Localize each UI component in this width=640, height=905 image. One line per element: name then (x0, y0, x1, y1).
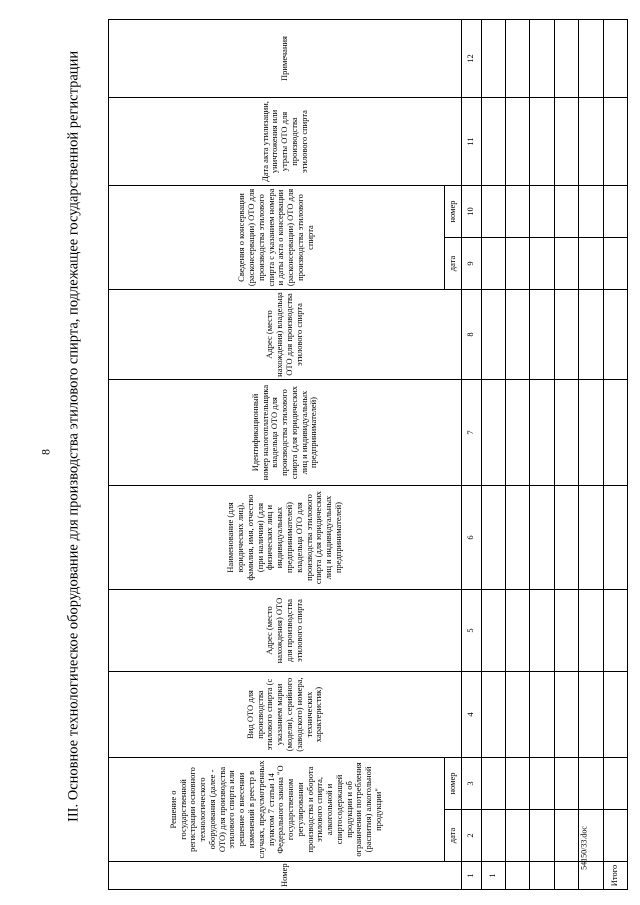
table-cell (603, 672, 627, 758)
table-cell (506, 186, 530, 238)
table-cell (554, 486, 578, 590)
table-cell (481, 98, 505, 186)
table-cell (603, 238, 627, 290)
table-cell (554, 590, 578, 672)
table-cell (603, 590, 627, 672)
table-cell (530, 380, 554, 486)
table-cell (506, 98, 530, 186)
table-cell (603, 380, 627, 486)
table-cell (530, 758, 554, 810)
table-cell (554, 20, 578, 98)
header-owner-address: Адрес (место нахождения) владельца ОТО для производства этилового спирта (109, 290, 462, 380)
table-cell (554, 380, 578, 486)
column-number: 10 (461, 186, 481, 238)
header-equipment-type: Вид ОТО для производства этилового спирта (с указанием марки (модели), серийного (заводского) номера, технических характеристик) (109, 672, 462, 758)
table-cell (481, 186, 505, 238)
table-cell (579, 758, 603, 810)
registry-table-wrapper (108, 20, 628, 890)
table-cell (579, 862, 603, 890)
table-cell (579, 380, 603, 486)
table-cell (506, 290, 530, 380)
table-cell (554, 290, 578, 380)
subheader-number: номер (444, 186, 461, 238)
column-number: 6 (461, 486, 481, 590)
header-equipment-address: Адрес (место нахождения) ОТО для производства этилового спирта (109, 590, 462, 672)
document-footer: 54150/33.doc (579, 826, 589, 870)
table-cell (530, 486, 554, 590)
column-number: 4 (461, 672, 481, 758)
table-cell (554, 98, 578, 186)
table-cell (530, 20, 554, 98)
table-cell (481, 486, 505, 590)
table-cell (579, 290, 603, 380)
table-cell (506, 862, 530, 890)
subheader-number: номер (444, 758, 461, 810)
table-cell (530, 290, 554, 380)
header-disposal-date: Дата акта утилизации, уничтожения или утраты ОТО для производства этилового спирта (109, 98, 462, 186)
column-number: 1 (461, 862, 481, 890)
table-cell (530, 186, 554, 238)
table-cell (579, 486, 603, 590)
table-cell (579, 672, 603, 758)
table-cell (579, 810, 603, 862)
table-cell (554, 186, 578, 238)
table-cell (603, 186, 627, 238)
table-cell (481, 290, 505, 380)
column-number: 12 (461, 20, 481, 98)
table-cell (506, 380, 530, 486)
table-cell (481, 810, 505, 862)
table-cell (481, 758, 505, 810)
table-cell (481, 590, 505, 672)
table-cell (506, 20, 530, 98)
table-cell (554, 758, 578, 810)
table-cell (481, 20, 505, 98)
table-cell (603, 20, 627, 98)
table-cell (530, 862, 554, 890)
table-cell (530, 98, 554, 186)
section-title: III. Основное технологическое оборудование для производства этилового спирта, подлежащее государственной регистрации (65, 50, 82, 822)
header-number: Номер (109, 862, 462, 890)
table-cell (481, 238, 505, 290)
header-owner-inn: Идентификационный номер налогоплательщика владельца ОТО для производства этилового спирта (для юридических лиц и индивидуальных предпринимателей) (109, 380, 462, 486)
table-cell (530, 590, 554, 672)
total-label: Итого (603, 862, 627, 890)
column-number: 9 (461, 238, 481, 290)
column-number: 7 (461, 380, 481, 486)
table-cell (554, 238, 578, 290)
table-cell (554, 862, 578, 890)
header-registration-decision: Решение о государственной регистрации основного технологического оборудования (далее - ОТО) для производства этилового спирта или решение о внесении изменений в реестр в случаях, предусмотренных пунктом 7 статьи 14 Федерального закона "О государственном регулировании производства и оборота этилового спирта, алкогольной и спиртосодержащей продукции и об ограничении потребления (распития) алкогольной продукции" (109, 758, 445, 862)
subheader-date: дата (444, 810, 461, 862)
row-number: 1 (481, 862, 505, 890)
table-cell (506, 672, 530, 758)
column-number: 8 (461, 290, 481, 380)
table-cell (579, 98, 603, 186)
column-number: 2 (461, 810, 481, 862)
table-cell (506, 758, 530, 810)
table-cell (554, 810, 578, 862)
table-cell (554, 672, 578, 758)
table-cell (530, 238, 554, 290)
column-number: 3 (461, 758, 481, 810)
table-cell (530, 810, 554, 862)
header-notes: Примечания (109, 20, 462, 98)
table-cell (506, 486, 530, 590)
table-cell (603, 486, 627, 590)
subheader-date: дата (444, 238, 461, 290)
table-cell (579, 186, 603, 238)
table-cell (481, 380, 505, 486)
column-number: 11 (461, 98, 481, 186)
table-cell (481, 672, 505, 758)
header-owner-name: Наименование (для юридических лиц), фамилия, имя, отчество (при наличии) (для физических лиц и индивидуальных предпринимателей) владельца ОТО для производства этилового спирта (для юридических лиц и индивидуальных предпринимателей) (109, 486, 462, 590)
table-cell (579, 590, 603, 672)
column-number: 5 (461, 590, 481, 672)
table-cell (603, 98, 627, 186)
table-cell (603, 290, 627, 380)
table-cell (579, 20, 603, 98)
table-cell (579, 238, 603, 290)
header-conservation-info: Сведения о консервации (расконсервации) ОТО для производства этилового спирта с указанием номера и даты акта о консервации (расконсервации) ОТО для производства этилового спирта (109, 186, 445, 290)
table-cell (506, 238, 530, 290)
table-cell (506, 590, 530, 672)
page-number: 8 (38, 449, 53, 455)
table-cell (603, 758, 627, 810)
registry-table (108, 19, 628, 890)
table-cell (603, 810, 627, 862)
table-cell (506, 810, 530, 862)
table-cell (530, 672, 554, 758)
